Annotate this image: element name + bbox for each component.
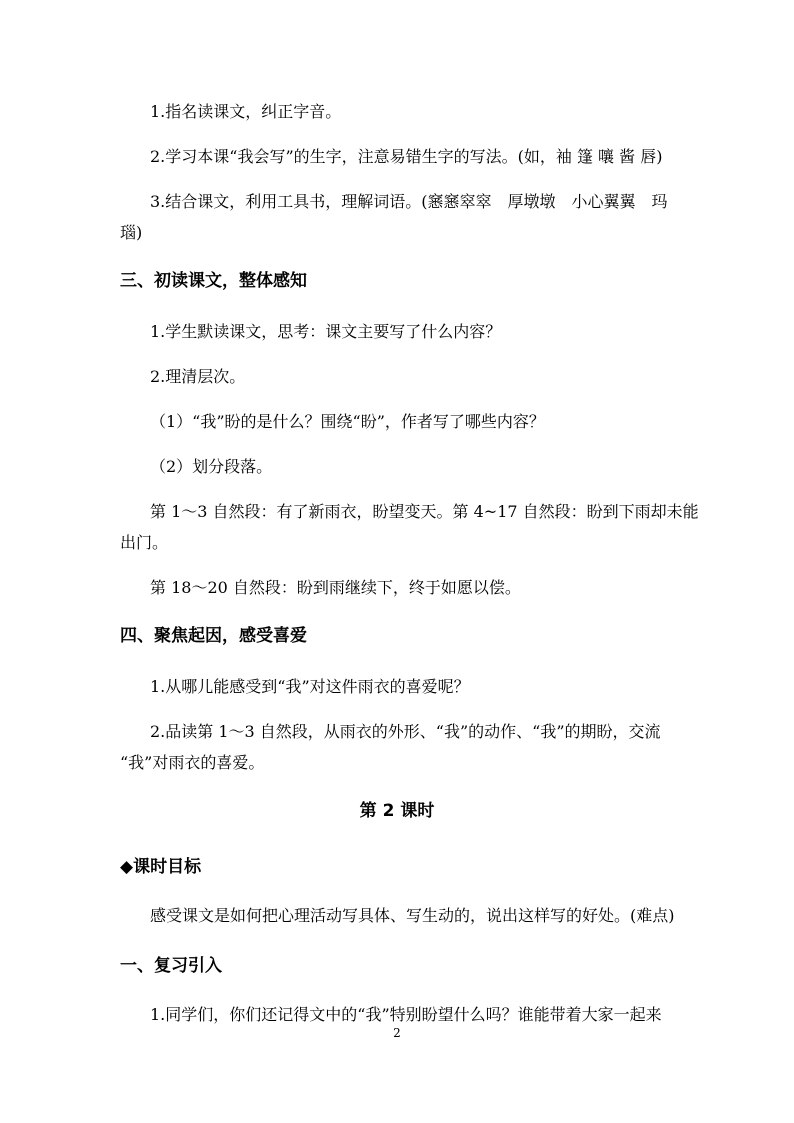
section-heading-3: 三、初读课文，整体感知 [120, 271, 307, 291]
list-item: 2.理清层次。 [150, 367, 246, 386]
list-item: 2.学习本课“我会写”的生字，注意易错生字的写法。(如，袖 篷 嚷 酱 唇) [150, 147, 663, 166]
list-item-continuation: “我”对雨衣的喜爱。 [120, 753, 265, 772]
list-item: （2）划分段落。 [150, 457, 273, 476]
goal-heading: ◆课时目标 [120, 857, 202, 877]
paragraph-continuation: 出门。 [120, 533, 169, 552]
section-heading-1: 一、复习引入 [120, 956, 222, 976]
lesson-title: 第 2 课时 [359, 801, 435, 821]
list-item: 1.从哪儿能感受到“我”对这件雨衣的喜爱呢？ [150, 677, 470, 696]
paragraph: 第 18～20 自然段：盼到雨继续下，终于如愿以偿。 [150, 578, 521, 597]
section-heading-4: 四、聚焦起因，感受喜爱 [120, 626, 307, 646]
list-item: 1.指名读课文，纠正字音。 [150, 102, 342, 121]
paragraph: 第 1～3 自然段：有了新雨衣，盼望变天。第 4~17 自然段：盼到下雨却未能 [150, 502, 699, 521]
list-item: 3.结合课文，利用工具书，理解词语。(窸窸窣窣 厚墩墩 小心翼翼 玛 [150, 192, 668, 211]
list-item: 1.同学们，你们还记得文中的“我”特别盼望什么吗？谁能带着大家一起来 [150, 1005, 662, 1024]
list-item-continuation: 瑙) [120, 223, 143, 242]
goal-text: 感受课文是如何把心理活动写具体、写生动的，说出这样写的好处。(难点) [150, 906, 675, 925]
list-item: 1.学生默读课文，思考：课文主要写了什么内容？ [150, 322, 502, 341]
list-item: 2.品读第 1～3 自然段，从雨衣的外形、“我”的动作、“我”的期盼，交流 [150, 722, 661, 741]
page-number: 2 [393, 1026, 401, 1040]
list-item: （1）“我”盼的是什么？围绕“盼”，作者写了哪些内容？ [150, 412, 545, 431]
